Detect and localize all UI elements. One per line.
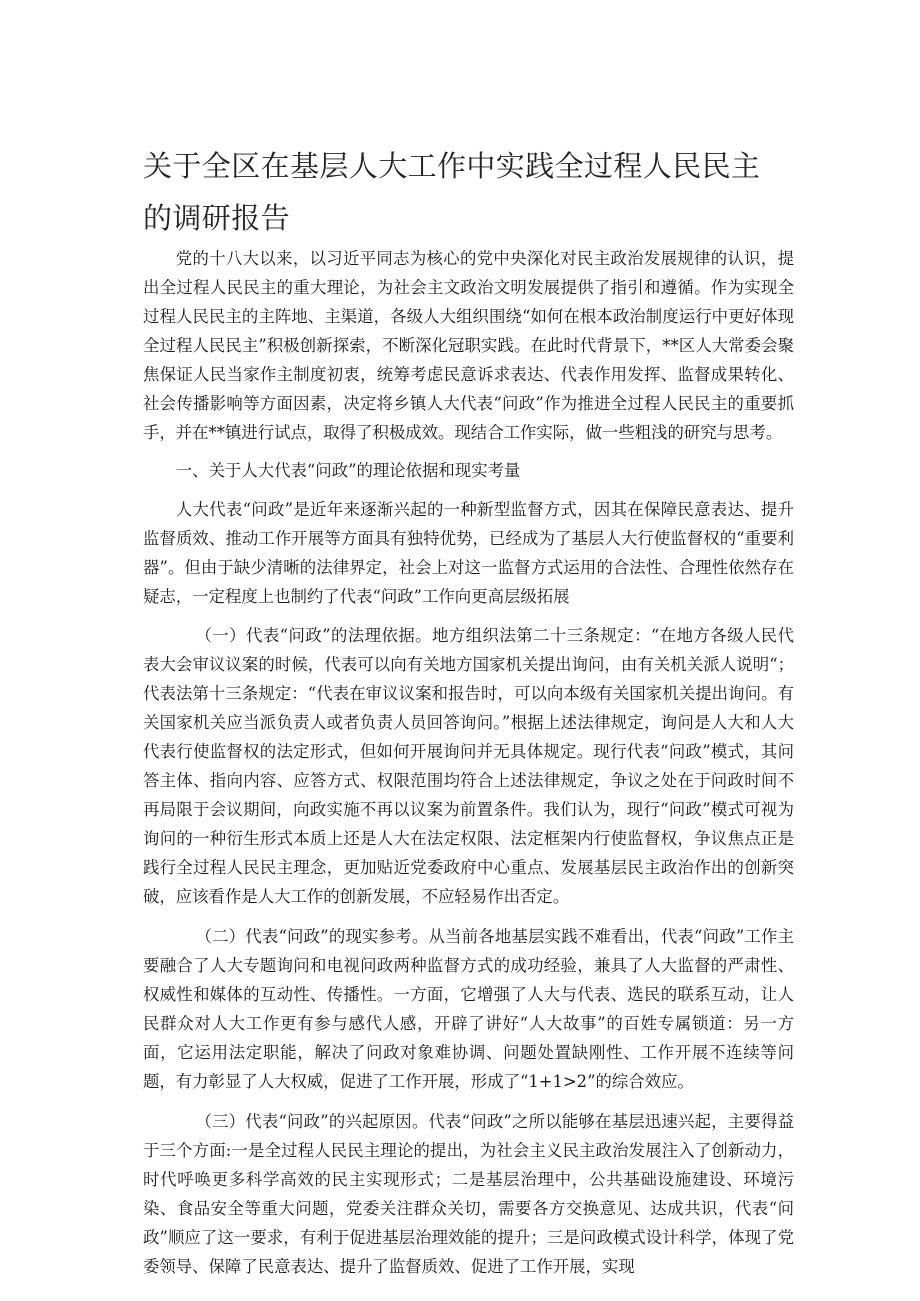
section-1-paragraph: 人大代表“问政”是近年来逐渐兴起的一种新型监督方式，因其在保障民意表达、提升监督质效、推动工作开展等方面具有独特优势，已经成为了基层人大行使监督权的“重要利器”。但由于缺少清晰的法律界定，社会上对这一监督方式运用的合法性、合理性依然存在疑志，一定程度上也制约了代表“问政”工作向更高层级拓展 bbox=[143, 500, 794, 606]
section-heading-1: 一、关于人大代表“问政”的理论依据和现实考量 bbox=[175, 461, 521, 480]
document-title: 关于全区在基层人大工作中实践全过程人民民主的调研报告 bbox=[143, 149, 761, 235]
subsection-1-paragraph: （一）代表“问政”的法理依据。地方组织法第二十三条规定：“在地方各级人民代表大会审议议案的时候，代表可以向有关地方国家机关提出询问，由有关机关派人说明“；代表法第十三条规定：“代表在审议议案和报告时，可以向本级有关国家机关提出询问。有关国家机关应当派负责人或者负责人员回答询问。”根据上述法律规定，询问是人大和人大代表行使监督权的法定形式，但如何开展询问并无具体规定。现行代表“问政”模式，其问答主体、指向内容、应答方式、权限范围均符合上述法律规定，争议之处在于问政时间不再局限于会议期间，向政实施不再以议案为前置条件。我们认为，现行“问政”模式可视为询问的一种衍生形式本质上还是人大在法定权限、法定框架内行使监督权，争议焦点正是践行全过程人民民主理念，更加贴近党委政府中心重点、发展基层民主政治作出的创新突破，应该看作是人大工作的创新发展，不应轻易作出否定。 bbox=[143, 626, 794, 906]
intro-paragraph: 党的十八大以来，以习近平同志为核心的党中央深化对民主政治发展规律的认识，提出全过程人民民主的重大理论，为社会主文政治文明发展提供了指引和遵循。作为实现全过程人民民主的主阵地、主渠道，各级人大组织围绕“如何在根本政治制度运行中更好体现全过程人民民主”积极创新探索，不断深化冠职实践。在此时代背景下，**区人大常委会聚焦保证人民当家作主制度初衷，统筹考虑民意诉求表达、代表作用发挥、监督成果转化、社会传播影响等方面因素，决定将乡镇人大代表“问政”作为推进全过程人民民主的重要抓手，并在**镇进行试点，取得了积极成效。现结合工作实际，做一些粗浅的研究与思考。 bbox=[143, 249, 794, 442]
document-body bbox=[143, 244, 794, 1281]
subsection-2-paragraph: （二）代表“问政”的现实参考。从当前各地基层实践不难看出，代表“问政”工作主要融合了人大专题询问和电视问政两种监督方式的成功经验，兼具了人大监督的严肃性、权威性和媒体的互动性、传播性。一方面，它增强了人大与代表、选民的联系互动，让人民群众对人大工作更有参与感代人感，开辟了讲好“人大故事”的百姓专属锁道：另一方面，它运用法定职能，解决了问政对象难协调、问题处置缺刚性、工作开展不连续等问题，有力彰显了人大权威，促进了工作开展，形成了“1+1>2”的综合效应。 bbox=[143, 927, 794, 1091]
subsection-3-paragraph: （三）代表“问政”的兴起原因。代表“问政”之所以能够在基层迅速兴起，主要得益于三个方面:一是全过程人民民主理论的提出，为社会主义民主政治发展注入了创新动力，时代呼唤更多科学高效的民主实现形式；二是基层治理中，公共基础设施建设、环境污染、食品安全等重大问题，党委关注群众关切，需要各方交换意见、达成共识，代表“问政”顺应了这一要求，有利于促进基层治理效能的提升；三是问政模式设计科学，体现了党委领导、保障了民意表达、提升了监督质效、促进了工作开展，实现 bbox=[143, 1112, 794, 1276]
